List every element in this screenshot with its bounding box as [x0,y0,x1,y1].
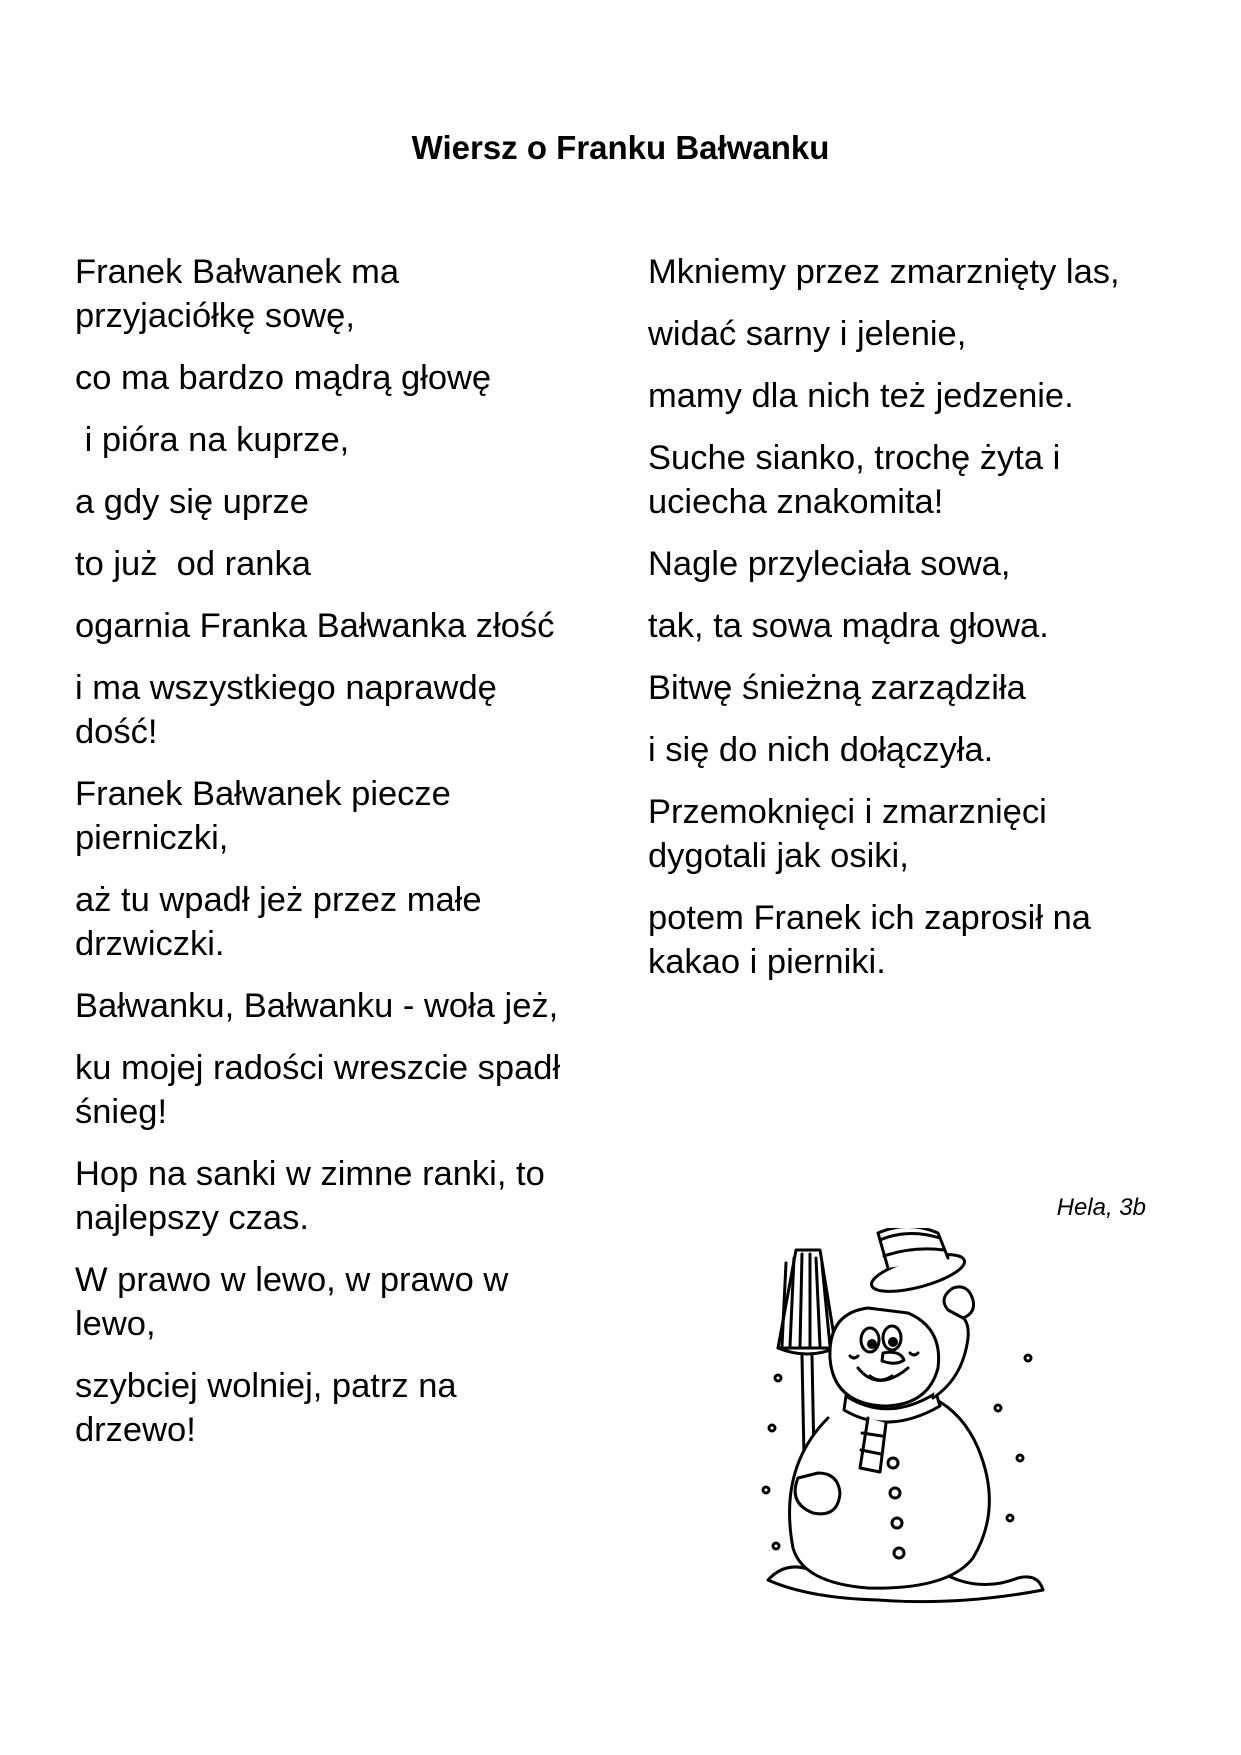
poem-line: mamy dla nich też jedzenie. [648,377,1074,415]
poem-line: potem Franek ich zaprosił na kakao i pierniki. [648,899,1101,981]
poem-line: Suche sianko, trochę żyta i uciecha znakomita! [648,439,1070,521]
poem-line: Bałwanku, Bałwanku - woła jeż, [75,987,559,1025]
poem-line: i się do nich dołączyła. [648,731,994,769]
poem-line: ogarnia Franka Bałwanka złość [75,607,555,645]
poem-line: widać sarny i jelenie, [648,315,967,353]
poem-line: Mkniemy przez zmarznięty las, [648,253,1120,291]
poem-line: to już od ranka [75,545,311,583]
poem-line: ku mojej radości wreszcie spadł śnieg! [75,1049,570,1131]
poem-title: Wiersz o Franku Bałwanku [411,129,830,166]
poem-line: Franek Bałwanek ma przyjaciółkę sowę, [75,253,409,335]
mitten-left [795,1473,840,1514]
poem-line: i ma wszystkiego naprawdę dość! [75,669,507,751]
poem-line: a gdy się uprze [75,483,309,521]
poem-line: tak, ta sowa mądra głowa. [648,607,1049,645]
poem-right-column [648,250,1168,1002]
poem-line: W prawo w lewo, w prawo w lewo, [75,1261,518,1343]
snowman-illustration [758,1228,1048,1608]
poem-line: co ma bardzo mądrą głowę [75,359,492,397]
poem-line: szybciej wolniej, patrz na drzewo! [75,1367,467,1449]
poem-line: Franek Bałwanek piecze pierniczki, [75,775,461,857]
poem-line: Hop na sanki w zimne ranki, to najlepszy czas. [75,1155,555,1237]
poem-left-column [75,250,575,1470]
poem-line: aż tu wpadł jeż przez małe drzwiczki. [75,881,492,963]
signature: Hela, 3b [1056,1194,1146,1221]
poem-line: Bitwę śnieżną zarządziła [648,669,1026,707]
poem-line: i pióra na kuprze, [75,421,350,459]
poem-line: Przemoknięci i zmarznięci dygotali jak osiki, [648,793,1057,875]
poem-line: Nagle przyleciała sowa, [648,545,1011,583]
